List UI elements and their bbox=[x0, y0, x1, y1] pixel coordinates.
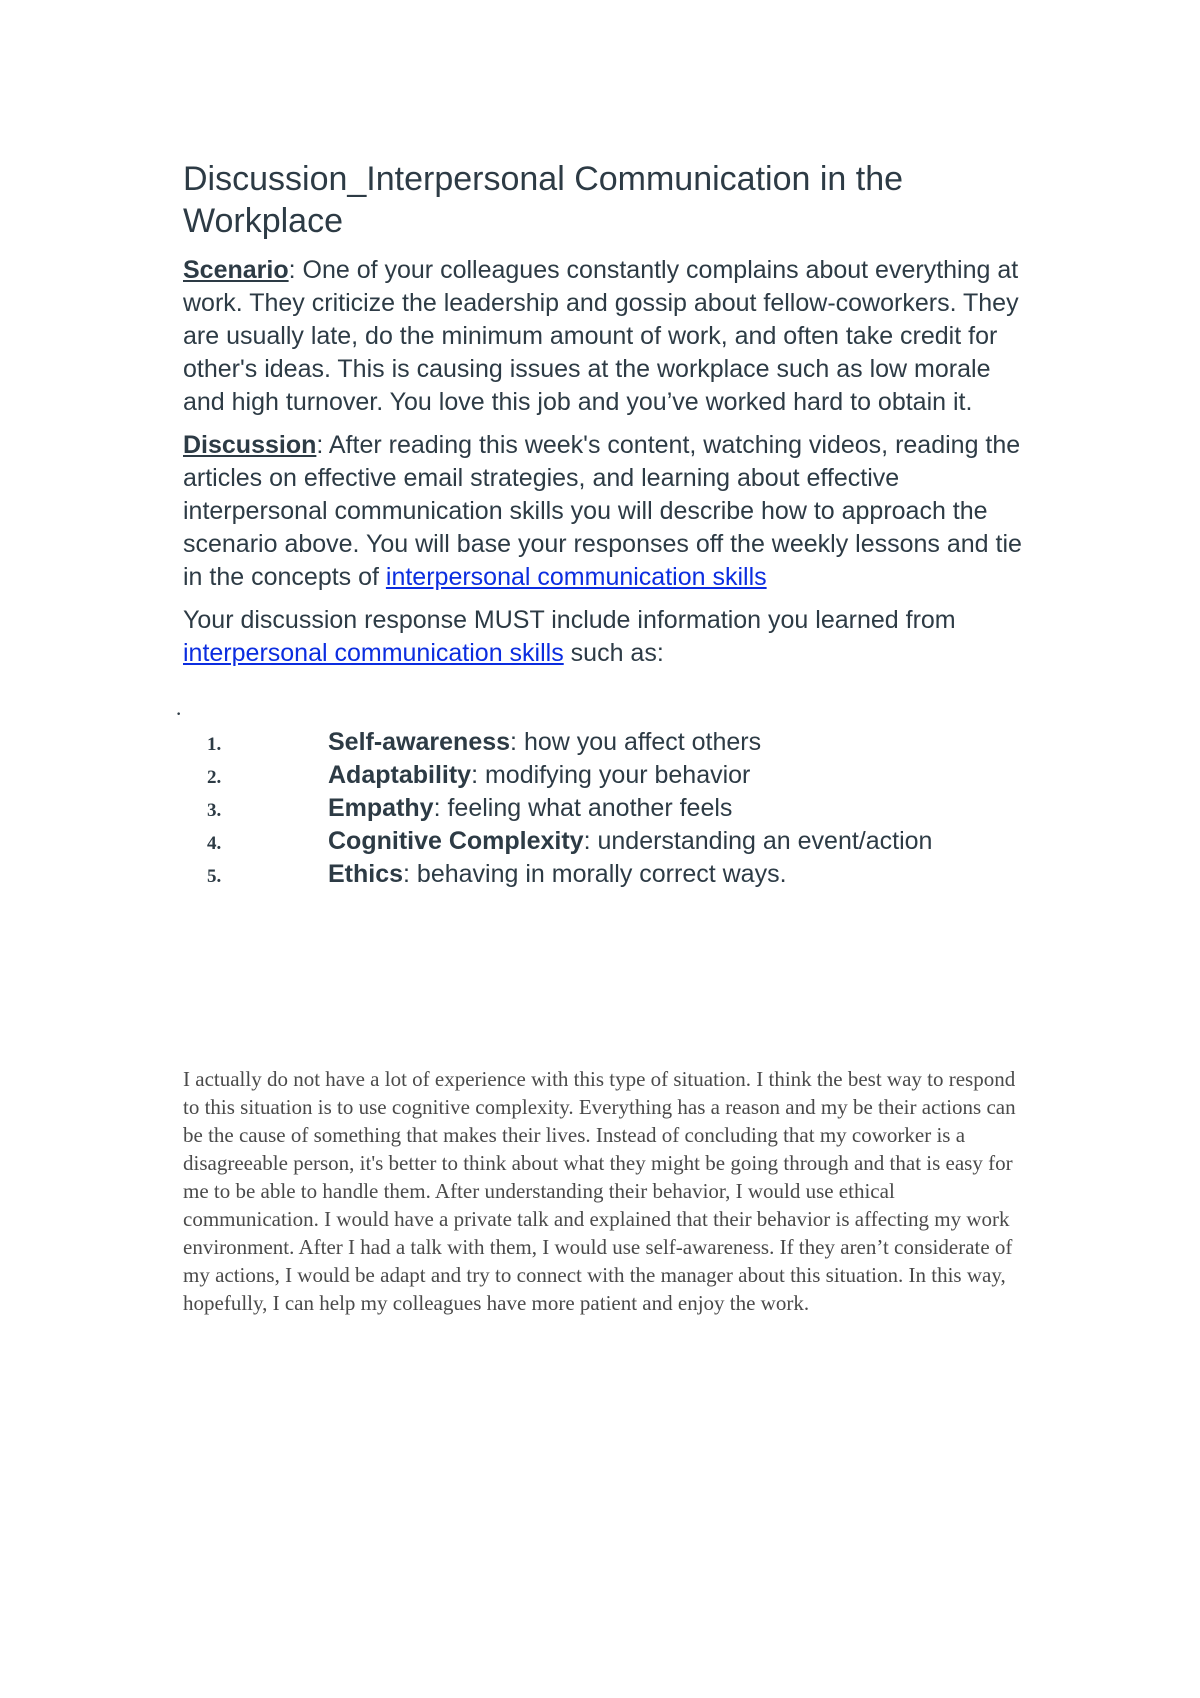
list-item bbox=[183, 761, 1033, 794]
skill-description: : modifying your behavior bbox=[471, 761, 751, 789]
discussion-paragraph bbox=[183, 429, 1033, 594]
list-item bbox=[183, 827, 1033, 860]
interpersonal-skills-link-2[interactable]: interpersonal communication skills bbox=[183, 639, 564, 667]
list-number: 1. bbox=[207, 734, 222, 755]
discussion-label: Discussion bbox=[183, 431, 317, 459]
list-number: 4. bbox=[207, 833, 222, 854]
list-item bbox=[183, 794, 1033, 827]
interpersonal-skills-link[interactable]: interpersonal communication skills bbox=[385, 563, 767, 591]
skill-term: Adaptability bbox=[328, 761, 472, 789]
skill-term: Ethics bbox=[328, 860, 404, 888]
skill-description: : understanding an event/action bbox=[583, 827, 933, 855]
list-number: 2. bbox=[207, 767, 222, 788]
requirement-text-after: such as: bbox=[563, 639, 664, 667]
list-item bbox=[183, 728, 1033, 761]
discussion-text: : After reading this week's content, watching videos, reading the articles on effective email strategies, and learning about effective interpersonal communication skills you will describe how to approach the scenario above. You will base your responses off the weekly lessons and tie in the concepts of bbox=[183, 431, 1022, 591]
skills-list bbox=[183, 728, 1033, 893]
skill-description: : how you affect others bbox=[510, 728, 762, 756]
list-item bbox=[183, 860, 1033, 893]
requirement-text-before: Your discussion response MUST include information you learned from bbox=[183, 606, 956, 634]
skill-term: Cognitive Complexity bbox=[328, 827, 584, 855]
skill-description: : feeling what another feels bbox=[433, 794, 733, 822]
bullet-mark: · bbox=[175, 701, 183, 726]
prompt-section bbox=[175, 158, 1033, 893]
list-number: 3. bbox=[207, 800, 222, 821]
page-title: Discussion_Interpersonal Communication in the Workplace bbox=[183, 160, 904, 240]
skill-term: Empathy bbox=[328, 794, 434, 822]
skill-term: Self-awareness bbox=[328, 728, 511, 756]
scenario-paragraph bbox=[183, 254, 1033, 419]
skill-description: : behaving in morally correct ways. bbox=[403, 860, 787, 888]
answer-paragraph: I actually do not have a lot of experience with this type of situation. I think the best way to respond to this situation is to use cognitive complexity. Everything has a reason and my be their actions can be the cause of something that makes their lives. Instead of concluding that my coworker is a disagreeable person, it's better to think about what they might be going through and that is easy for me to be able to handle them. After understanding their behavior, I would use ethical communication. I would have a private talk and explained that their behavior is affecting my work environment. After I had a talk with them, I would use self-awareness. If they aren’t considerate of my actions, I would be adapt and try to connect with the manager about this situation. In this way, hopefully, I can help my colleagues have more patient and enjoy the work. bbox=[183, 1067, 1016, 1315]
scenario-label: Scenario bbox=[183, 256, 289, 284]
scenario-text: : One of your colleagues constantly complains about everything at work. They criticize the leadership and gossip about fellow-coworkers. They are usually late, do the minimum amount of work, and often take credit for other's ideas. This is causing issues at the workplace such as low morale and high turnover. You love this job and you’ve worked hard to obtain it. bbox=[183, 256, 1019, 416]
requirement-paragraph bbox=[183, 604, 1033, 670]
list-number: 5. bbox=[207, 866, 222, 887]
